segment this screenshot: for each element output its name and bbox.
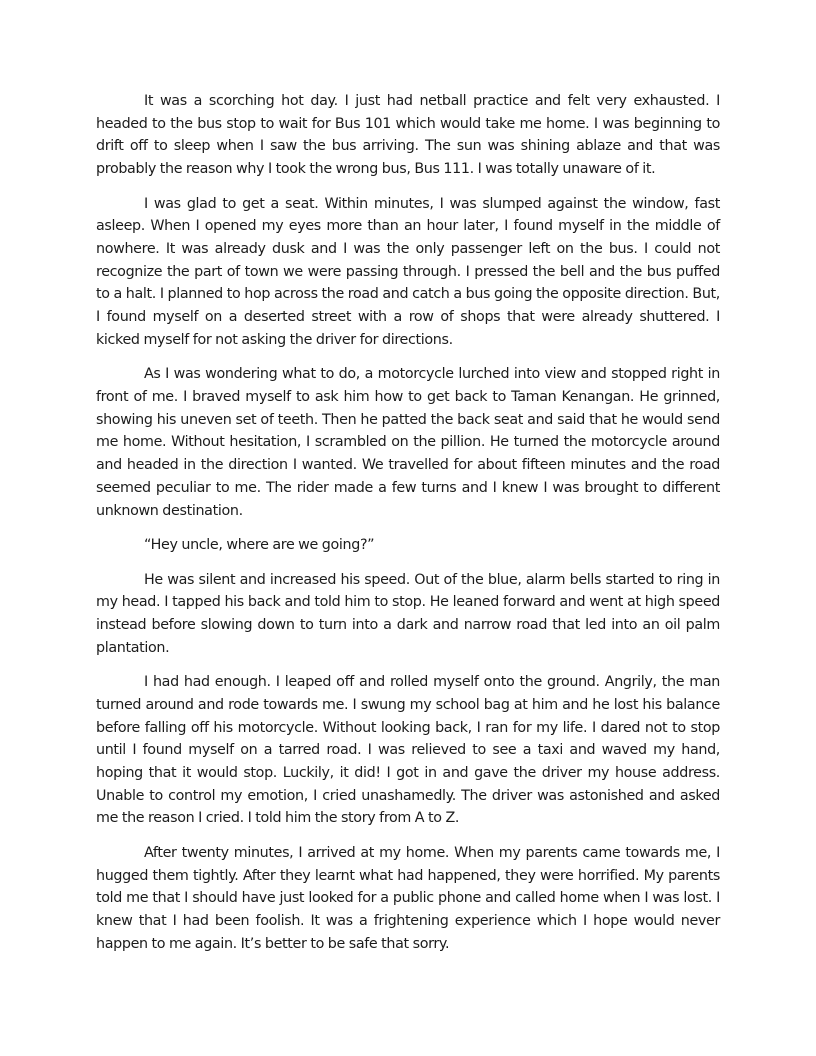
essay-body xyxy=(96,90,720,967)
paragraph-7: After twenty minutes, I arrived at my home. When my parents came towards me, I hugged them tightly. After they learnt what had happened, they were horrified. My parents told me that I should have just looked for a public phone and called home when I was lost. I knew that I had been foolish. It was a frightening experience which I hope would never happen to me again. It’s better to be safe that sorry. xyxy=(96,844,720,952)
paragraph-2: I was glad to get a seat. Within minutes, I was slumped against the window, fast asleep. When I opened my eyes more than an hour later, I found myself in the middle of nowhere. It was already dusk and I was the only passenger left on the bus. I could not recognize the part of town we were passing through. I pressed the bell and the bus puffed to a halt. I planned to hop across the road and catch a bus going the opposite direction. But, I found myself on a deserted street with a row of shops that were already shuttered. I kicked myself for not asking the driver for directions. xyxy=(96,195,720,348)
paragraph-5: He was silent and increased his speed. Out of the blue, alarm bells started to ring in my head. I tapped his back and told him to stop. He leaned forward and went at high speed instead before slowing down to turn into a dark and narrow road that led into an oil palm plantation. xyxy=(96,571,720,656)
paragraph-4-dialogue: “Hey uncle, where are we going?” xyxy=(144,537,375,554)
paragraph-3: As I was wondering what to do, a motorcycle lurched into view and stopped right in front of me. I braved myself to ask him how to get back to Taman Kenangan. He grinned, showing his uneven set of teeth. Then he patted the back seat and said that he would send me home. Without hesitation, I scrambled on the pillion. He turned the motorcycle around and headed in the direction I wanted. We travelled for about fifteen minutes and the road seemed peculiar to me. The rider made a few turns and I knew I was brought to different unknown destination. xyxy=(96,366,720,519)
paragraph-1: It was a scorching hot day. I just had netball practice and felt very exhausted. I headed to the bus stop to wait for Bus 101 which would take me home. I was beginning to drift off to sleep when I saw the bus arriving. The sun was shining ablaze and that was probably the reason why I took the wrong bus, Bus 111. I was totally unaware of it. xyxy=(96,93,720,178)
paragraph-6: I had had enough. I leaped off and rolled myself onto the ground. Angrily, the man turned around and rode towards me. I swung my school bag at him and he lost his balance before falling off his motorcycle. Without looking back, I ran for my life. I dared not to stop until I found myself on a tarred road. I was relieved to see a taxi and waved my hand, hoping that it would stop. Luckily, it did! I got in and gave the driver my house address. Unable to control my emotion, I cried unashamedly. The driver was astonished and asked me the reason I cried. I told him the story from A to Z. xyxy=(96,674,720,827)
